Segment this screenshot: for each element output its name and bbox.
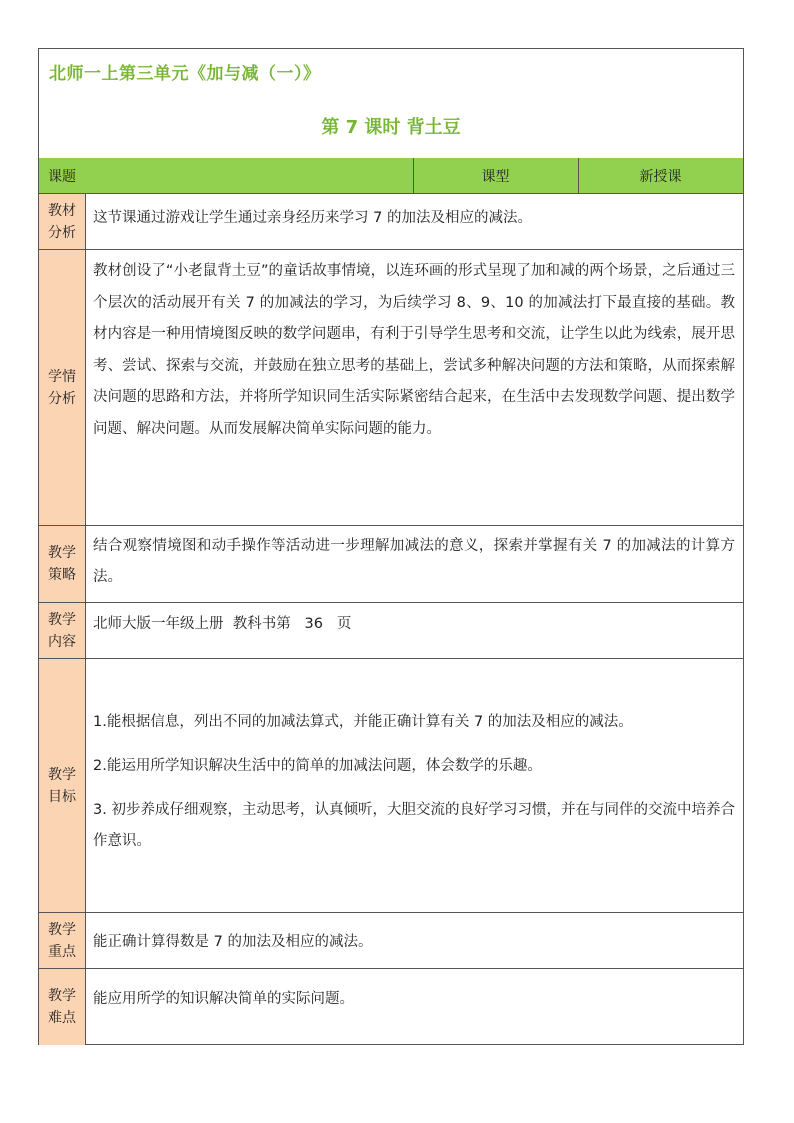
goals-label: 教学目标 <box>48 766 76 805</box>
content-label: 教学内容 <box>48 611 76 650</box>
material-label: 教材分析 <box>48 202 76 241</box>
content-label-cell <box>39 603 85 658</box>
goal-item: 3. 初步养成仔细观察，主动思考，认真倾听，大胆交流的良好学习习惯，并在与同伴的交流中培养合作意识。 <box>93 802 735 849</box>
row-divider <box>39 912 743 913</box>
key-point-label: 教学重点 <box>48 921 76 960</box>
lesson-type-value-cell <box>578 158 743 193</box>
label-column-divider <box>85 193 86 1045</box>
lesson-title: 第 7 课时 背土豆 <box>321 117 461 138</box>
goal-item: 2.能运用所学知识解决生活中的简单的加减法问题，体会数学的乐趣。 <box>93 758 542 774</box>
teaching-goals <box>93 707 735 857</box>
row-divider <box>39 525 743 526</box>
lesson-type-label: 课型 <box>481 168 510 185</box>
learning-analysis: 教材创设了“小老鼠背土豆”的童话故事情境，以连环画的形式呈现了加和减的两个场景，之后通过三个层次的活动展开有关 7 的加减法的学习，为后续学习 8、9、10 的加减法打下最直接的基础。教材内容是一种用情境图反映的数学问题串，有利于引导学生思考和交流，让学生以此为线索，展开思考、尝试、探索与交流，并鼓励在独立思考的基础上，尝试多种解决问题的方法和策略，从而探索解决问题的思路和方法，并将所学知识同生活实际紧密结合起来，在生活中去发现数学问题、提出数学问题、解决问题。从而发展解决简单实际问题的能力。 <box>93 263 735 437</box>
key-point-label-cell <box>39 913 85 968</box>
material-label-cell <box>39 194 85 249</box>
topic-row <box>85 158 743 193</box>
column-divider <box>578 158 579 193</box>
difficulty-label: 教学难点 <box>48 988 76 1026</box>
material-analysis: 这节课通过游戏让学生通过亲身经历来学习 7 的加法及相应的减法。 <box>93 210 532 226</box>
row-divider <box>39 193 743 194</box>
learning-label-cell <box>39 250 85 525</box>
lesson-type-value: 新授课 <box>639 168 682 185</box>
row-divider <box>39 968 743 969</box>
unit-title: 北师一上第三单元《加与减（一）》 <box>49 64 321 84</box>
strategy-label: 教学策略 <box>48 545 76 583</box>
row-divider <box>39 602 743 603</box>
teaching-strategy: 结合观察情境图和动手操作等活动进一步理解加减法的意义，探索并掌握有关 7 的加减法的计算方法。 <box>93 538 735 585</box>
column-divider <box>413 158 414 193</box>
lesson-plan-table <box>38 48 744 1045</box>
teaching-content: 北师大版一年级上册 教科书第 36 页 <box>93 616 352 632</box>
lesson-type-label-cell <box>413 158 578 193</box>
row-divider <box>39 658 743 659</box>
key-point: 能正确计算得数是 7 的加法及相应的减法。 <box>93 934 373 950</box>
topic-label: 课题 <box>48 168 76 185</box>
goal-item: 1.能根据信息，列出不同的加减法算式，并能正确计算有关 7 的加法及相应的减法。 <box>93 714 633 730</box>
strategy-label-cell <box>39 526 85 602</box>
goals-label-cell <box>39 659 85 912</box>
row-divider <box>39 249 743 250</box>
topic-value-cell <box>85 158 413 193</box>
learning-label: 学情分析 <box>48 368 76 407</box>
difficulty-point: 能应用所学的知识解决简单的实际问题。 <box>93 991 354 1007</box>
topic-label-cell <box>39 158 85 193</box>
difficulty-label-cell <box>39 969 85 1045</box>
